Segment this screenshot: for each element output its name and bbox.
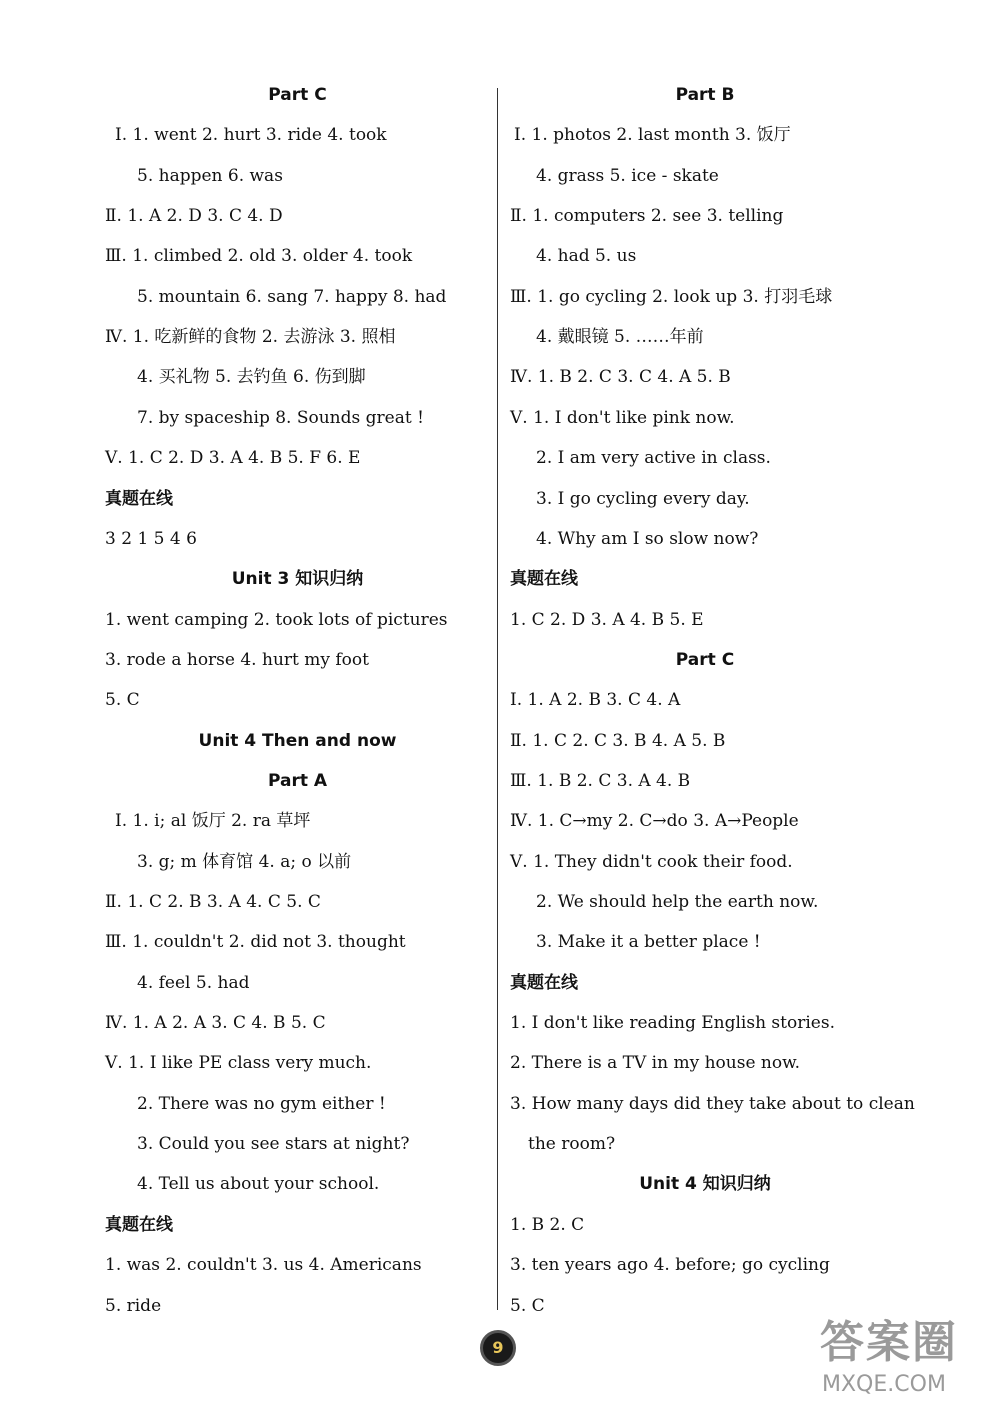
answer-line: 4. Why am I so slow now?: [536, 528, 759, 549]
answer-line: Ⅴ. 1. I like PE class very much.: [105, 1053, 372, 1074]
section-heading: Part A: [267, 770, 328, 791]
section-heading: Unit 3 知识归纳: [231, 569, 364, 590]
answer-line: 1. was 2. couldn't 3. us 4. Americans: [105, 1255, 422, 1276]
answer-line: 3. I go cycling every day.: [536, 488, 750, 509]
answer-line: 4. feel 5. had: [137, 972, 250, 993]
answer-line: 4. 买礼物 5. 去钓鱼 6. 伤到脚: [137, 367, 366, 388]
answer-line: 2. There was no gym either !: [137, 1093, 386, 1114]
section-heading: Unit 4 知识归纳: [639, 1174, 771, 1195]
answer-line: Ⅴ. 1. I don't like pink now.: [510, 407, 735, 428]
answer-line: 4. Tell us about your school.: [137, 1174, 380, 1195]
answer-line: 3. rode a horse 4. hurt my foot: [105, 649, 369, 670]
answer-line: Ⅳ. 1. B 2. C 3. C 4. A 5. B: [510, 367, 731, 388]
answer-line: Ⅱ. 1. computers 2. see 3. telling: [510, 206, 784, 227]
answer-line: 5. ride: [105, 1295, 162, 1316]
section-heading: 真题在线: [105, 488, 173, 509]
answer-line: Ⅲ. 1. couldn't 2. did not 3. thought: [105, 932, 406, 953]
answer-line: Ⅲ. 1. climbed 2. old 3. older 4. took: [105, 246, 413, 267]
answer-line: 1. B 2. C: [510, 1214, 585, 1235]
watermark-logo: [820, 1318, 995, 1408]
answer-line: 4. grass 5. ice - skate: [536, 165, 719, 186]
section-heading: 真题在线: [105, 1214, 173, 1235]
answer-line: Ⅳ. 1. C→my 2. C→do 3. A→People: [510, 811, 799, 832]
answer-line: Ⅰ. 1. went 2. hurt 3. ride 4. took: [115, 125, 387, 146]
answer-line: 1. C 2. D 3. A 4. B 5. E: [510, 609, 704, 630]
answer-line: 1. went camping 2. took lots of pictures: [105, 609, 448, 630]
answer-line: Ⅴ. 1. C 2. D 3. A 4. B 5. F 6. E: [105, 448, 361, 469]
answer-line: Ⅰ. 1. A 2. B 3. C 4. A: [510, 690, 681, 711]
answer-line: Ⅱ. 1. C 2. C 3. B 4. A 5. B: [510, 730, 726, 751]
answer-line: 3. ten years ago 4. before; go cycling: [510, 1255, 830, 1276]
answer-line: 5. C: [510, 1295, 545, 1316]
answer-line: Ⅰ. 1. i; al 饭厅 2. ra 草坪: [115, 811, 311, 832]
answer-line: Ⅱ. 1. C 2. B 3. A 4. C 5. C: [105, 892, 321, 912]
answer-line: Ⅰ. 1. photos 2. last month 3. 饭厅: [514, 125, 791, 146]
page-number-badge: 9: [480, 1330, 516, 1366]
section-heading: Part C: [268, 85, 327, 105]
answer-line: 3. Could you see stars at night?: [137, 1134, 410, 1155]
answer-line: the room?: [528, 1134, 616, 1155]
answer-line: 3. How many days did they take about to clean: [510, 1093, 915, 1114]
answer-line: 2. We should help the earth now.: [536, 892, 819, 912]
answer-line: Ⅳ. 1. A 2. A 3. C 4. B 5. C: [105, 1013, 326, 1034]
section-heading: Unit 4 Then and now: [198, 730, 397, 751]
answer-line: 2. I am very active in class.: [536, 448, 771, 469]
section-heading: Part C: [675, 649, 735, 670]
watermark-text: 答案圈: [820, 1317, 958, 1368]
answer-line: Ⅱ. 1. A 2. D 3. C 4. D: [105, 206, 283, 227]
answer-line: 3 2 1 5 4 6: [105, 528, 197, 549]
answer-line: 5. mountain 6. sang 7. happy 8. had: [137, 286, 447, 307]
answer-line: 5. happen 6. was: [137, 165, 283, 186]
answer-line: Ⅴ. 1. They didn't cook their food.: [510, 851, 793, 872]
answer-line: Ⅳ. 1. 吃新鲜的食物 2. 去游泳 3. 照相: [105, 327, 396, 348]
section-heading: Part B: [675, 85, 735, 105]
answer-line: 4. had 5. us: [536, 246, 637, 267]
answer-line: 3. g; m 体育馆 4. a; o 以前: [137, 851, 352, 872]
answer-line: 3. Make it a better place !: [536, 932, 761, 953]
answer-line: 2. There is a TV in my house now.: [510, 1053, 801, 1074]
answer-line: 5. C: [105, 690, 140, 711]
answer-line: 4. 戴眼镜 5. ……年前: [536, 327, 704, 348]
watermark-url: MXQE.COM: [822, 1372, 946, 1397]
answer-line: 1. I don't like reading English stories.: [510, 1013, 835, 1034]
answer-line: Ⅲ. 1. B 2. C 3. A 4. B: [510, 770, 691, 791]
answer-line: Ⅲ. 1. go cycling 2. look up 3. 打羽毛球: [510, 286, 833, 307]
section-heading: 真题在线: [510, 569, 578, 590]
answer-line: 7. by spaceship 8. Sounds great !: [137, 407, 424, 428]
column-divider: [497, 88, 498, 1310]
section-heading: 真题在线: [510, 972, 578, 993]
